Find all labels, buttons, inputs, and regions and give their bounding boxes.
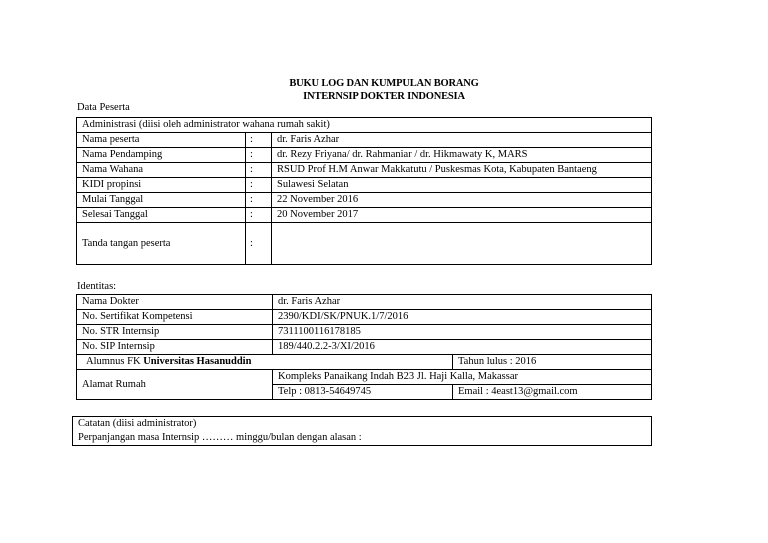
row-label: Selesai Tanggal [77, 208, 246, 223]
colon: : [246, 208, 272, 223]
row-label: Mulai Tanggal [77, 193, 246, 208]
catatan-line2: Perpanjangan masa Internsip ……… minggu/bulan dengan alasan : [73, 431, 652, 446]
row-label: No. SIP Internsip [77, 340, 273, 355]
row-label: No. STR Internsip [77, 325, 273, 340]
alumnus-cell [77, 355, 453, 370]
identitas-table [76, 294, 652, 400]
colon: : [246, 148, 272, 163]
data-peserta-table [76, 117, 652, 265]
table-row [77, 370, 652, 385]
table-row [77, 133, 652, 148]
row-label: Nama Wahana [77, 163, 246, 178]
document-title-line1: BUKU LOG DAN KUMPULAN BORANG [289, 78, 479, 89]
document-title-line2: INTERNSIP DOKTER INDONESIA [303, 91, 465, 102]
table-row [77, 340, 652, 355]
row-value: 2390/KDI/SK/PNUK.1/7/2016 [273, 310, 652, 325]
colon: : [246, 133, 272, 148]
table-row [77, 178, 652, 193]
alamat-label: Alamat Rumah [77, 370, 273, 400]
table-row [77, 208, 652, 223]
row-value: dr. Faris Azhar [273, 295, 652, 310]
colon: : [246, 178, 272, 193]
telp: Telp : 0813-54649745 [273, 385, 453, 400]
row-label: Tanda tangan peserta [77, 223, 246, 265]
row-label: KIDI propinsi [77, 178, 246, 193]
alumnus-university: Universitas Hasanuddin [143, 356, 252, 367]
row-value: Sulawesi Selatan [272, 178, 652, 193]
alamat-value: Kompleks Panaikang Indah B23 Jl. Haji Kalla, Makassar [273, 370, 652, 385]
tahun-lulus: Tahun lulus : 2016 [453, 355, 652, 370]
row-value: dr. Faris Azhar [272, 133, 652, 148]
table-row [77, 163, 652, 178]
row-value: 20 November 2017 [272, 208, 652, 223]
colon: : [246, 193, 272, 208]
catatan-table [72, 416, 652, 446]
row-label: Nama Dokter [77, 295, 273, 310]
administrasi-header: Administrasi (diisi oleh administrator wahana rumah sakit) [77, 118, 652, 133]
table-row [77, 310, 652, 325]
table-row [77, 193, 652, 208]
table-row [77, 223, 652, 265]
colon: : [246, 163, 272, 178]
row-value: 22 November 2016 [272, 193, 652, 208]
row-label: Nama peserta [77, 133, 246, 148]
colon: : [246, 223, 272, 265]
table-row [77, 325, 652, 340]
catatan-line1: Catatan (diisi administrator) [73, 417, 652, 432]
row-value: 189/440.2.2-3/XI/2016 [273, 340, 652, 355]
row-value: RSUD Prof H.M Anwar Makkatutu / Puskesmas Kota, Kabupaten Bantaeng [272, 163, 652, 178]
table-row [77, 148, 652, 163]
identitas-heading: Identitas: [77, 281, 117, 292]
table-row [77, 295, 652, 310]
row-label: No. Sertifikat Kompetensi [77, 310, 273, 325]
alumnus-prefix: Alumnus FK [86, 356, 141, 367]
data-peserta-heading: Data Peserta [77, 102, 130, 113]
email: Email : 4east13@gmail.com [453, 385, 652, 400]
row-value: 7311100116178185 [273, 325, 652, 340]
table-row [77, 355, 652, 370]
signature-field [272, 223, 652, 265]
row-label: Nama Pendamping [77, 148, 246, 163]
row-value: dr. Rezy Friyana/ dr. Rahmaniar / dr. Hikmawaty K, MARS [272, 148, 652, 163]
